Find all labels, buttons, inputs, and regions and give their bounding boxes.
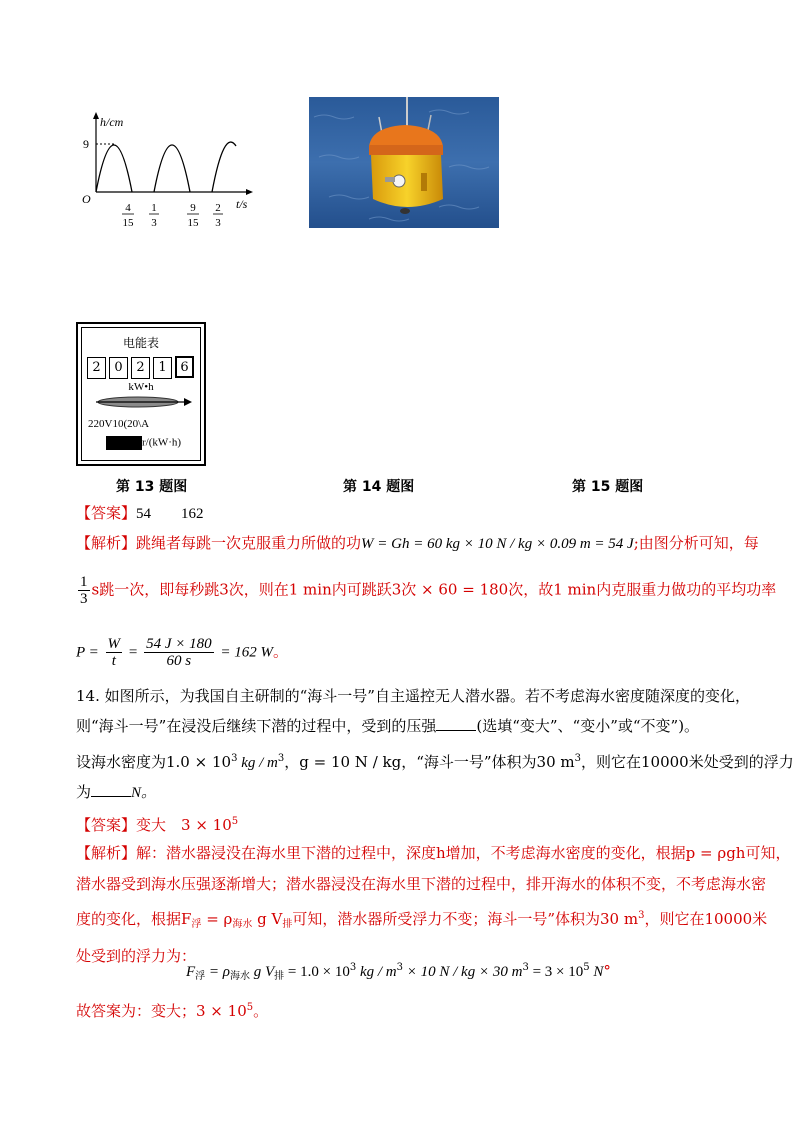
q14-buoyancy-formula: $F_浮 = \rho_{海水}$ g $V_排 = 1.0 \times 10^3$ kg / $m^3 \times 10$ N / kg × 30 $m^3 = 3 \times 10^5$ N° [186,962,611,982]
period-fraction: $\frac{1}{3}$ [80,574,88,607]
caption-q15: 第 15 题图 [572,479,644,495]
q14-analysis-line3: 度的变化，根据$F_浮 = \rho_{海水}$ g $V_排$可知，潜水器所受浮力不变；海斗一号”体积为30 $m^3$，则它在10000米 [76,910,768,930]
meter-digit: 2 [131,357,150,379]
meter-digit-decimal: 6 [175,356,194,378]
svg-text:9: 9 [190,202,196,214]
svg-text:1: 1 [151,202,157,214]
y-tick-label: 9 [83,137,89,151]
meter-rev-unit: r/(kW·h) [142,436,182,449]
jump-curve-3 [212,142,236,192]
svg-text:4: 4 [125,202,131,214]
height-time-graph [78,108,258,232]
meter-digit: 1 [153,357,172,379]
q14-analysis-line2: 潜水器受到海水压强逐渐增大；潜水器浸没在海水里下潜的过程中，排开海水的体积不变，不考虑海水密 [76,875,767,893]
meter-revolution-row [106,436,181,450]
analysis-text: s跳一次，即每秒跳3次，则在1 min内可跳跃3次 × 60 = 180次，故1 min内克服重力做功的平均功率 [91,580,777,599]
q14-question-line4: 为 N。 [76,783,157,801]
q14-analysis-line4: 处受到的浮力为： [76,947,197,965]
analysis-tail: ;由图分析可知，每 [633,534,759,552]
work-formula: W = Gh = 60 kg × 10 N / kg × 0.09 m = 54 J [361,536,634,552]
q14-question-line1: 14. 如图所示，为我国自主研制的“海斗一号”自主遥控无人潜水器。若不考虑海水密度随深度的变化， [76,687,750,705]
q14-question-line2: 则“海斗一号”在浸没后继续下潜的过程中，受到的压强 (选填“变大”、“变小”或“不变”)。 [76,717,700,735]
power-fraction-values: $\frac{54 J \times 180}{60 s}$ [146,636,212,669]
x-tick-3 [187,202,199,229]
jump-curve-2 [154,145,190,192]
energy-meter-inner [81,327,201,461]
svg-text:2: 2 [215,202,221,214]
answer-values: 54 162 [136,506,204,522]
meter-digit: 2 [87,357,106,379]
x-axis-label: t/s [236,197,248,211]
redacted-constant-box [106,436,142,450]
energy-meter-frame [76,322,206,466]
answer-blank-buoyancy [91,782,131,797]
q14-final-answer: 故答案为：变大；$3 \times 10^5$。 [76,1002,269,1020]
meter-disc-indicator [90,394,194,410]
caption-q13: 第 13 题图 [116,479,188,495]
answer-blank-pressure [436,716,476,731]
meter-digits [87,356,197,379]
q13-answer [76,503,204,524]
q13-analysis-line2 [76,574,776,607]
q14-analysis-line1: 【解析】解：潜水器浸没在海水里下潜的过程中，深度h增加，不考虑海水密度的变化，根据p = ρgh可知， [76,844,791,862]
meter-title: 电能表 [122,336,159,350]
q13-analysis-line1 [76,533,759,554]
svg-text:15: 15 [187,217,199,229]
svg-text:3: 3 [215,217,221,229]
answer-label: 【答案】 [76,504,137,522]
y-axis-arrow [93,112,99,119]
y-axis-label: h/cm [100,115,124,129]
x-tick-1 [122,202,134,229]
analysis-text: 跳绳者每跳一次克服重力所做的功 [136,534,362,552]
q14-answer: 【答案】变大 $3 \times 10^5$ [76,816,239,834]
analysis-label: 【解析】 [76,844,137,862]
x-tick-2 [149,202,159,229]
caption-q14: 第 14 题图 [343,479,415,495]
meter-digit: 0 [109,357,128,379]
meter-rating: 220V10(20\A [88,418,150,430]
q14-question-line3: 设海水密度为$1.0 \times 10^3$ kg / $m^3$，g = 10 N / kg，“海斗一号”体积为30 $m^3$，则它在10000米处受到的浮力 [76,753,794,771]
jump-curve-1 [96,145,132,192]
x-tick-4 [213,202,223,229]
power-fraction-w-t: $\frac{W}{t}$ [107,636,121,669]
q13-power-formula: P = $\frac{W}{t}$ = $\frac{54 J \times 180}{60 s}$ = 162 W。 [76,636,289,669]
origin-label: O [82,192,91,206]
x-axis-arrow [246,189,253,195]
submersible-photo [309,97,499,228]
svg-text:15: 15 [122,217,134,229]
analysis-label: 【解析】 [76,534,137,552]
meter-unit: kW•h [128,381,154,393]
answer-label: 【答案】 [76,816,137,834]
svg-text:3: 3 [151,217,157,229]
